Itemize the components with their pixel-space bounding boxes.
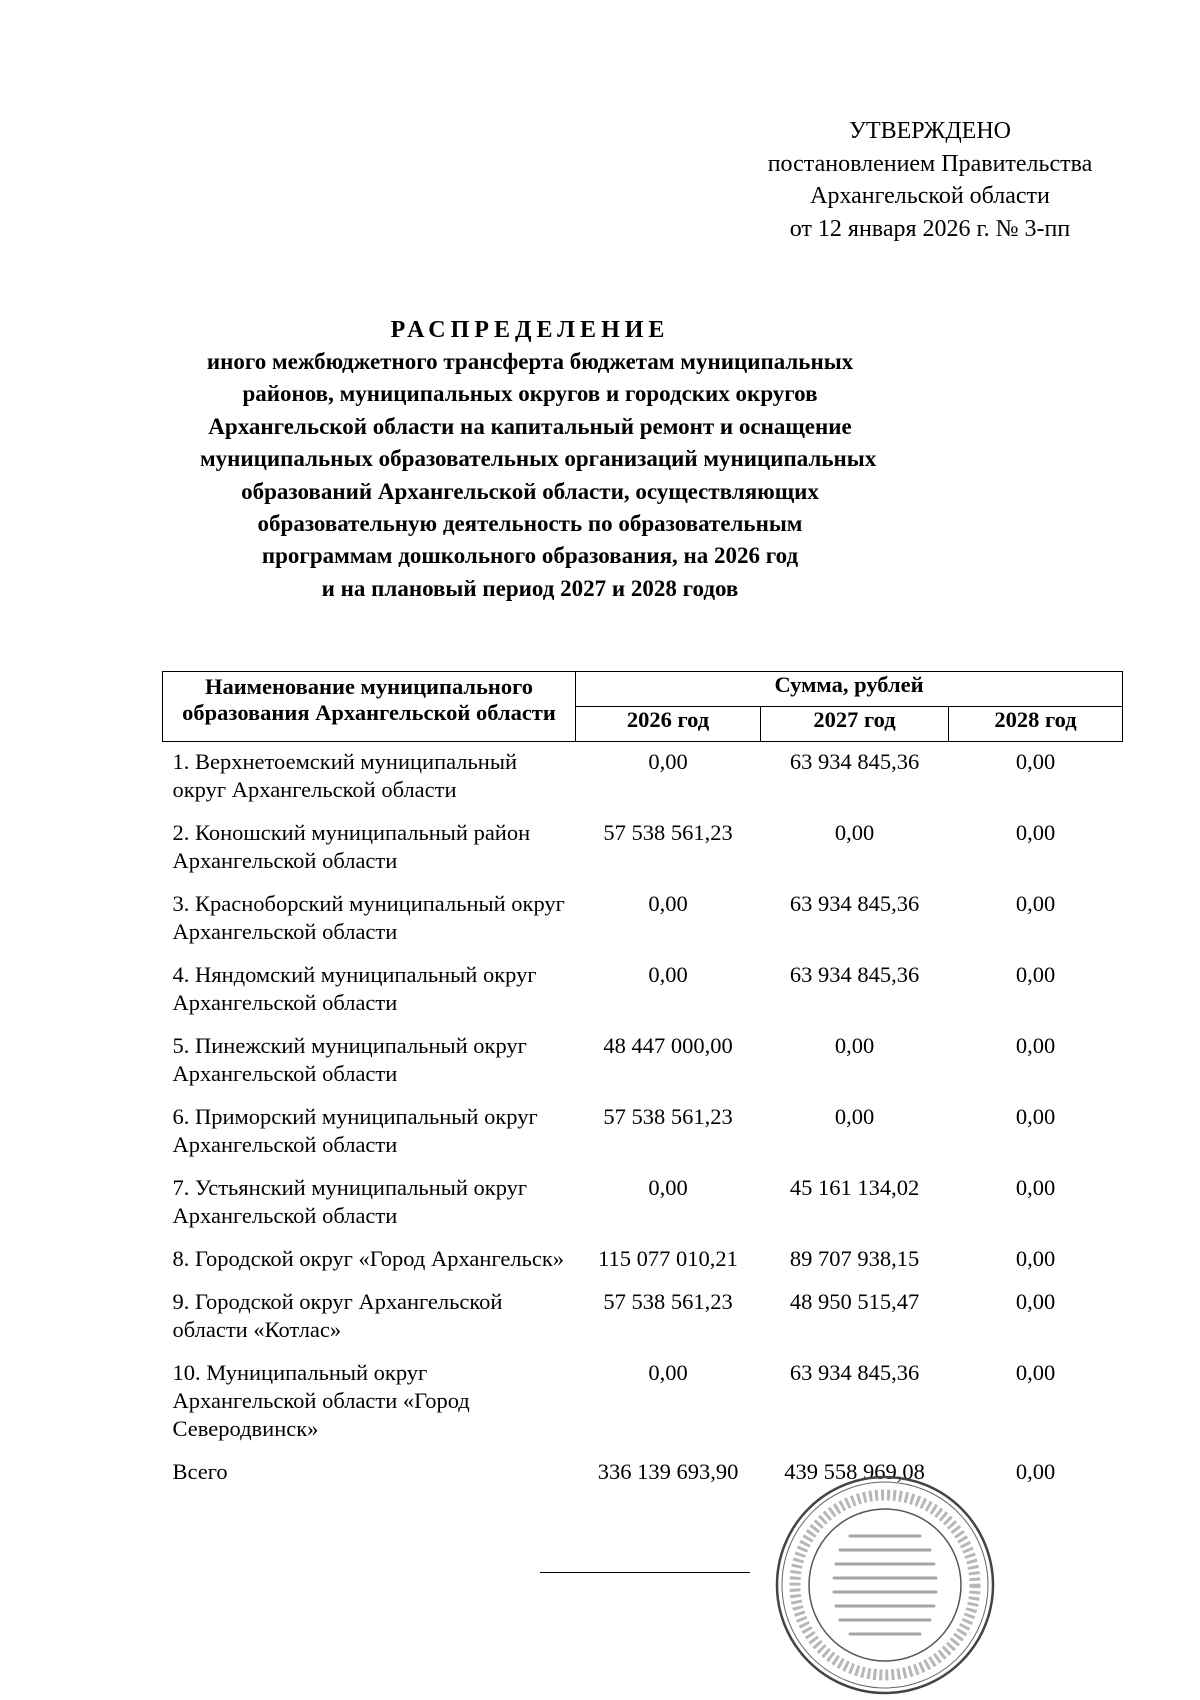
approval-line-2: постановлением Правительства — [767, 150, 1093, 177]
table-row — [163, 1353, 1123, 1452]
table-row — [163, 884, 1123, 955]
row-2027: 0,00 — [834, 820, 875, 845]
heading-line: иного межбюджетного трансферта бюджетам муниципальных — [206, 349, 854, 374]
row-2028: 0,00 — [1015, 1360, 1056, 1385]
table-row — [163, 955, 1123, 1026]
row-2026: 0,00 — [648, 749, 688, 774]
row-2026: 48 447 000,00 — [603, 1033, 733, 1058]
row-name: 3. Красноборский муниципальный округ Архангельской области — [172, 891, 565, 944]
row-2028: 0,00 — [1015, 1459, 1056, 1484]
row-2026: 57 538 561,23 — [603, 1104, 733, 1129]
approval-line-1: УТВЕРЖДЕНО — [848, 118, 1012, 144]
header-sum: Сумма, рублей — [576, 672, 1123, 707]
distribution-table — [162, 671, 1123, 1495]
approval-line-4: от 12 января 2026 г. № 3-пп — [789, 215, 1071, 242]
signature-line — [540, 1572, 750, 1573]
table-row — [163, 813, 1123, 884]
row-2027: 63 934 845,36 — [789, 891, 920, 916]
row-2026: 0,00 — [648, 891, 688, 916]
document-heading — [200, 314, 877, 605]
header-year-2028: 2028 год — [949, 707, 1123, 742]
heading-line: образований Архангельской области, осуществляющих — [241, 478, 819, 504]
row-2026: 115 077 010,21 — [598, 1246, 738, 1271]
row-2028: 0,00 — [1015, 1104, 1056, 1129]
row-2027: 0,00 — [834, 1104, 875, 1129]
row-2026: 0,00 — [648, 1175, 688, 1200]
table-row — [163, 1026, 1123, 1097]
row-name: 4. Няндомский муниципальный округ Архангельской области — [172, 962, 537, 1015]
row-2028: 0,00 — [1015, 749, 1056, 774]
row-name: 2. Коношский муниципальный район Архангельской области — [172, 820, 531, 873]
document-title: РАСПРЕДЕЛЕНИЕ — [390, 317, 670, 343]
heading-line: и на плановый период 2027 и 2028 годов — [321, 575, 739, 601]
row-2028: 0,00 — [1015, 1289, 1056, 1314]
row-name: 8. Городской округ «Город Архангельск» — [172, 1246, 565, 1271]
approval-block — [730, 115, 1130, 245]
row-2027: 45 161 134,02 — [789, 1175, 920, 1200]
row-name: 7. Устьянский муниципальный округ Архангельской области — [172, 1175, 528, 1228]
row-2027: 89 707 938,15 — [789, 1246, 920, 1271]
row-2027: 63 934 845,36 — [789, 1360, 920, 1385]
heading-line: муниципальных образовательных организаций муниципальных — [200, 446, 877, 472]
table-row — [163, 1168, 1123, 1239]
header-year-2026: 2026 год — [576, 707, 761, 742]
row-2026: 57 538 561,23 — [603, 1289, 733, 1314]
row-2028: 0,00 — [1015, 1246, 1056, 1271]
row-2028: 0,00 — [1015, 1033, 1056, 1058]
heading-line: программам дошкольного образования, на 2026 год — [261, 543, 799, 569]
row-name: 1. Верхнетоемский муниципальный округ Архангельской области — [172, 749, 517, 802]
approval-line-3: Архангельской области — [810, 183, 1050, 209]
row-2027: 439 558 969,08 — [784, 1459, 925, 1484]
header-year-2027: 2027 год — [761, 707, 949, 742]
heading-line: Архангельской области на капитальный ремонт и оснащение — [208, 413, 852, 439]
row-2028: 0,00 — [1015, 1175, 1056, 1200]
row-2027: 63 934 845,36 — [789, 962, 920, 987]
row-name: 10. Муниципальный округ Архангельской области «Город Северодвинск» — [172, 1360, 470, 1441]
row-2028: 0,00 — [1015, 820, 1056, 845]
row-name: 5. Пинежский муниципальный округ Архангельской области — [172, 1033, 527, 1086]
row-2026: 0,00 — [648, 962, 688, 987]
table-row — [163, 1097, 1123, 1168]
header-municipality: Наименование муниципального образования Архангельской области — [163, 672, 576, 742]
row-name: Всего — [172, 1459, 228, 1484]
row-2026: 0,00 — [648, 1360, 688, 1385]
row-2026: 57 538 561,23 — [603, 820, 733, 845]
table-row — [163, 742, 1123, 814]
heading-line: районов, муниципальных округов и городских округов — [242, 381, 818, 407]
table-row — [163, 1282, 1123, 1353]
row-2028: 0,00 — [1015, 962, 1056, 987]
table-row — [163, 1239, 1123, 1282]
official-seal — [770, 1470, 1000, 1700]
row-2028: 0,00 — [1015, 891, 1056, 916]
row-2027: 0,00 — [834, 1033, 875, 1058]
row-name: 9. Городской округ Архангельской области «Котлас» — [172, 1289, 503, 1342]
row-name: 6. Приморский муниципальный округ Архангельской области — [172, 1104, 538, 1157]
heading-line: образовательную деятельность по образовательным — [257, 511, 803, 537]
row-2026: 336 139 693,90 — [597, 1459, 739, 1484]
row-2027: 48 950 515,47 — [789, 1289, 920, 1314]
row-2027: 63 934 845,36 — [789, 749, 920, 774]
